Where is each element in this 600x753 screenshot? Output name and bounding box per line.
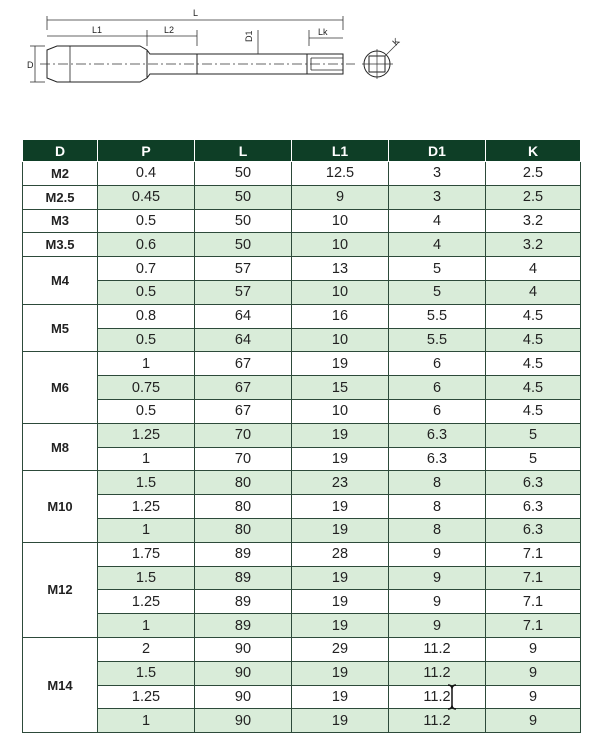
cell-pitch: 1.5	[98, 566, 195, 590]
cell-pitch: 2	[98, 637, 195, 661]
cell-length: 57	[195, 257, 292, 281]
cell-length: 89	[195, 566, 292, 590]
cell-d1: 5	[389, 257, 486, 281]
cell-length: 70	[195, 447, 292, 471]
tap-spec-table	[22, 139, 581, 733]
label-L2: L2	[164, 25, 175, 35]
cell-pitch: 1.25	[98, 495, 195, 519]
cell-length: 80	[195, 518, 292, 542]
table-row	[23, 495, 581, 519]
cell-k: 7.1	[486, 542, 581, 566]
table-row	[23, 637, 581, 661]
cell-pitch: 1.5	[98, 471, 195, 495]
cell-k: 3.2	[486, 209, 581, 233]
cell-k: 6.3	[486, 495, 581, 519]
cell-l1: 28	[292, 542, 389, 566]
cell-d1: 9	[389, 590, 486, 614]
cell-d1: 8	[389, 471, 486, 495]
cell-l1: 19	[292, 518, 389, 542]
cell-l1: 19	[292, 352, 389, 376]
cell-d1: 6	[389, 399, 486, 423]
cell-l1: 19	[292, 447, 389, 471]
cell-length: 64	[195, 304, 292, 328]
cell-l1: 10	[292, 399, 389, 423]
cell-k: 4.5	[486, 328, 581, 352]
cell-diameter: M6	[23, 352, 98, 423]
cell-l1: 23	[292, 471, 389, 495]
cell-l1: 19	[292, 495, 389, 519]
cell-l1: 10	[292, 328, 389, 352]
cell-length: 67	[195, 399, 292, 423]
cell-d1: 6.3	[389, 447, 486, 471]
cell-d1: 4	[389, 233, 486, 257]
cell-pitch: 1	[98, 447, 195, 471]
table-row	[23, 328, 581, 352]
cell-k: 6.3	[486, 518, 581, 542]
cell-k: 7.1	[486, 590, 581, 614]
cell-l1: 10	[292, 233, 389, 257]
cell-diameter: M8	[23, 423, 98, 471]
cell-d1: 3	[389, 185, 486, 209]
table-row	[23, 471, 581, 495]
cell-diameter: M12	[23, 542, 98, 637]
cell-k: 4	[486, 257, 581, 281]
cell-pitch: 1.25	[98, 685, 195, 709]
text-cursor-icon	[446, 684, 458, 710]
table-row	[23, 376, 581, 400]
table-row	[23, 685, 581, 709]
cell-d1: 11.2	[389, 661, 486, 685]
cell-length: 89	[195, 590, 292, 614]
cell-d1: 8	[389, 495, 486, 519]
cell-length: 90	[195, 685, 292, 709]
cell-l1: 29	[292, 637, 389, 661]
cell-l1: 9	[292, 185, 389, 209]
label-L1: L1	[92, 25, 103, 35]
cell-d1: 4	[389, 209, 486, 233]
label-D: D	[27, 60, 34, 70]
cell-k: 5	[486, 447, 581, 471]
col-header-d: D	[23, 140, 98, 162]
col-header-k: K	[486, 140, 581, 162]
cell-d1: 5.5	[389, 328, 486, 352]
label-Lk: Lk	[318, 27, 328, 37]
cell-pitch: 0.5	[98, 280, 195, 304]
cell-l1: 19	[292, 590, 389, 614]
cell-diameter: M5	[23, 304, 98, 352]
cell-d1: 6	[389, 376, 486, 400]
cell-d1: 6	[389, 352, 486, 376]
cell-l1: 13	[292, 257, 389, 281]
cell-l1: 16	[292, 304, 389, 328]
cell-diameter: M14	[23, 637, 98, 732]
cell-d1: 9	[389, 566, 486, 590]
table-row	[23, 447, 581, 471]
table-row	[23, 399, 581, 423]
table-body	[23, 162, 581, 733]
cell-pitch: 0.5	[98, 209, 195, 233]
cell-d1: 11.2	[389, 709, 486, 733]
cell-pitch: 1	[98, 614, 195, 638]
label-L: L	[193, 8, 199, 18]
cell-k: 6.3	[486, 471, 581, 495]
cell-pitch: 1.25	[98, 590, 195, 614]
table-row	[23, 566, 581, 590]
cell-length: 50	[195, 162, 292, 186]
cell-d1: 3	[389, 162, 486, 186]
cell-l1: 15	[292, 376, 389, 400]
cell-k: 4	[486, 280, 581, 304]
cell-k: 4.5	[486, 304, 581, 328]
cell-d1: 5.5	[389, 304, 486, 328]
cell-length: 70	[195, 423, 292, 447]
cell-d1: 11.2	[389, 637, 486, 661]
cell-length: 50	[195, 233, 292, 257]
cell-d1: 6.3	[389, 423, 486, 447]
table-row	[23, 352, 581, 376]
cell-pitch: 1.25	[98, 423, 195, 447]
label-D1: D1	[244, 30, 254, 42]
cell-k: 4.5	[486, 352, 581, 376]
cell-k: 2.5	[486, 185, 581, 209]
cell-pitch: 0.75	[98, 376, 195, 400]
cell-diameter: M3.5	[23, 233, 98, 257]
cell-l1: 19	[292, 614, 389, 638]
table-row	[23, 304, 581, 328]
cell-k: 7.1	[486, 614, 581, 638]
cell-l1: 19	[292, 709, 389, 733]
cell-k: 5	[486, 423, 581, 447]
table-row	[23, 661, 581, 685]
cell-length: 67	[195, 376, 292, 400]
cell-pitch: 0.4	[98, 162, 195, 186]
cell-length: 89	[195, 614, 292, 638]
cell-pitch: 0.5	[98, 328, 195, 352]
cell-l1: 19	[292, 685, 389, 709]
table-row	[23, 423, 581, 447]
cell-k: 4.5	[486, 399, 581, 423]
cell-pitch: 0.8	[98, 304, 195, 328]
table-row	[23, 257, 581, 281]
cell-length: 50	[195, 209, 292, 233]
cell-l1: 19	[292, 423, 389, 447]
cell-k: 4.5	[486, 376, 581, 400]
cell-length: 80	[195, 495, 292, 519]
cell-d1: 11.2	[389, 685, 486, 709]
table-row	[23, 709, 581, 733]
cell-diameter: M3	[23, 209, 98, 233]
table-row	[23, 614, 581, 638]
table-row	[23, 542, 581, 566]
cell-pitch: 1	[98, 518, 195, 542]
cell-k: 2.5	[486, 162, 581, 186]
cell-l1: 12.5	[292, 162, 389, 186]
cell-pitch: 1	[98, 709, 195, 733]
table-row	[23, 518, 581, 542]
cell-l1: 19	[292, 566, 389, 590]
cell-pitch: 0.45	[98, 185, 195, 209]
cell-d1: 5	[389, 280, 486, 304]
table-row	[23, 590, 581, 614]
cell-length: 90	[195, 637, 292, 661]
cell-l1: 10	[292, 209, 389, 233]
cell-k: 9	[486, 685, 581, 709]
cell-k: 9	[486, 637, 581, 661]
cell-pitch: 0.6	[98, 233, 195, 257]
table-row	[23, 185, 581, 209]
cell-length: 89	[195, 542, 292, 566]
table-row	[23, 280, 581, 304]
cell-pitch: 0.7	[98, 257, 195, 281]
cell-pitch: 1.75	[98, 542, 195, 566]
cell-length: 67	[195, 352, 292, 376]
cell-pitch: 1.5	[98, 661, 195, 685]
tap-dimension-diagram	[0, 0, 600, 125]
cell-l1: 19	[292, 661, 389, 685]
table-row	[23, 233, 581, 257]
cell-pitch: 1	[98, 352, 195, 376]
cell-k: 3.2	[486, 233, 581, 257]
cell-length: 80	[195, 471, 292, 495]
col-header-d1: D1	[389, 140, 486, 162]
table-header-row	[23, 140, 581, 162]
col-header-l1: L1	[292, 140, 389, 162]
cell-diameter: M2	[23, 162, 98, 186]
cell-k: 7.1	[486, 566, 581, 590]
cell-length: 64	[195, 328, 292, 352]
cell-diameter: M4	[23, 257, 98, 305]
cell-diameter: M10	[23, 471, 98, 542]
col-header-l: L	[195, 140, 292, 162]
cell-d1: 9	[389, 614, 486, 638]
cell-pitch: 0.5	[98, 399, 195, 423]
cell-diameter: M2.5	[23, 185, 98, 209]
label-K: K	[390, 36, 402, 48]
table-row	[23, 162, 581, 186]
table-row	[23, 209, 581, 233]
cell-d1: 9	[389, 542, 486, 566]
cell-k: 9	[486, 709, 581, 733]
col-header-p: P	[98, 140, 195, 162]
cell-k: 9	[486, 661, 581, 685]
cell-length: 50	[195, 185, 292, 209]
cell-d1: 8	[389, 518, 486, 542]
cell-length: 90	[195, 709, 292, 733]
cell-length: 90	[195, 661, 292, 685]
cell-length: 57	[195, 280, 292, 304]
cell-l1: 10	[292, 280, 389, 304]
